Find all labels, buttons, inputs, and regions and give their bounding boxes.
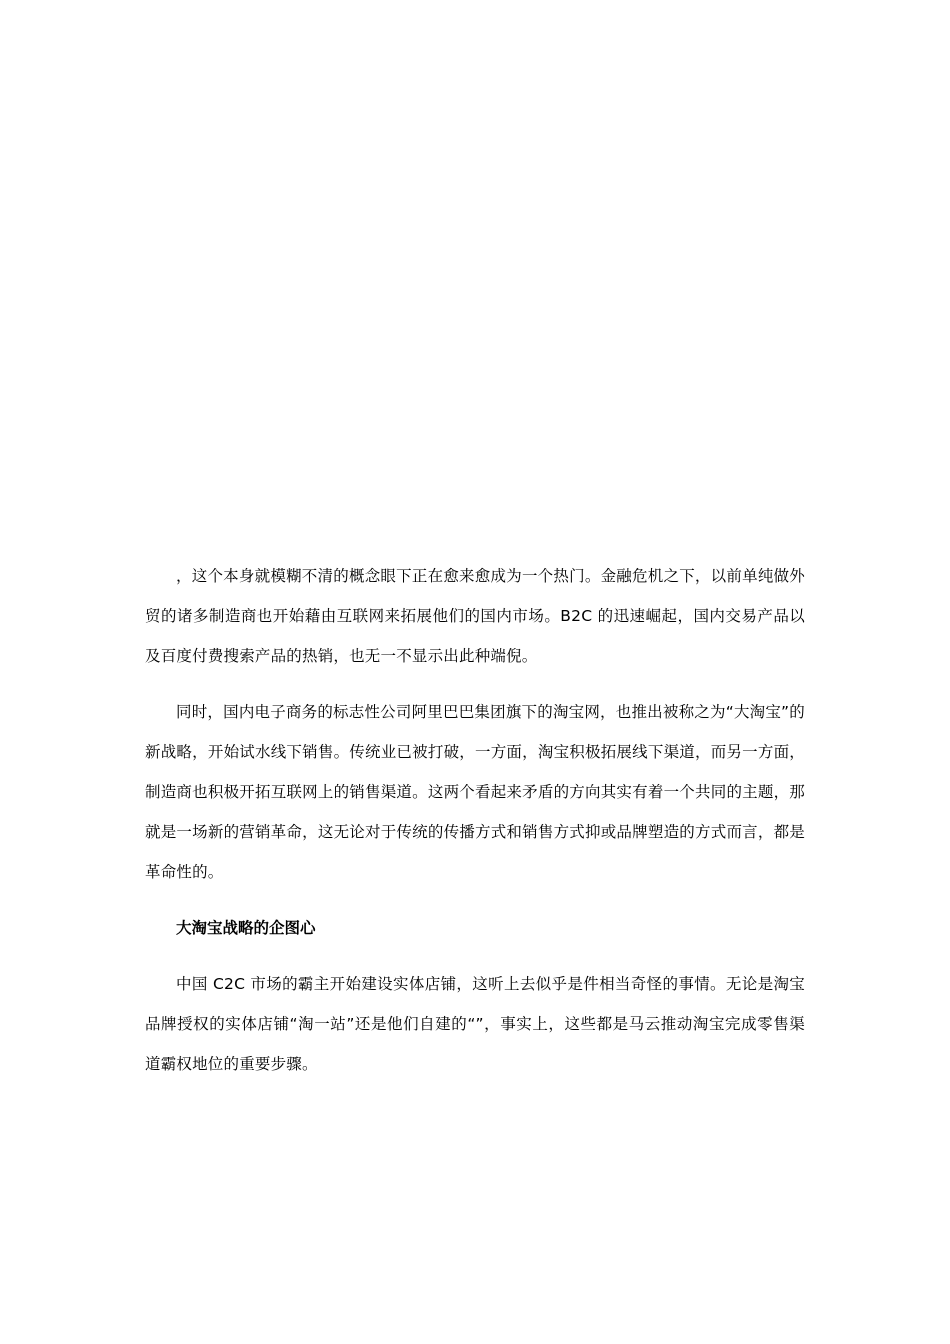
paragraph-taobao-strategy: 同时，国内电子商务的标志性公司阿里巴巴集团旗下的淘宝网，也推出被称之为“大淘宝”的新战略，开始试水线下销售。传统业已被打破，一方面，淘宝积极拓展线下渠道，而另一方面，制造商也积极开拓互联网上的销售渠道。这两个看起来矛盾的方向其实有着一个共同的主题，那就是一场新的营销革命，这无论对于传统的传播方式和销售方式抑或品牌塑造的方式而言，都是革命性的。: [145, 703, 805, 881]
section-heading: 大淘宝战略的企图心: [176, 919, 316, 937]
paragraph-intro: ，这个本身就模糊不清的概念眼下正在愈来愈成为一个热门。金融危机之下，以前单纯做外贸的诸多制造商也开始藉由互联网来拓展他们的国内市场。B2C 的迅速崛起，国内交易产品以及百度付费搜索产品的热销，也无一不显示出此种端倪。: [145, 567, 805, 665]
document-body: [145, 556, 805, 1100]
paragraph-c2c-market: 中国 C2C 市场的霸主开始建设实体店铺，这听上去似乎是件相当奇怪的事情。无论是淘宝品牌授权的实体店铺“淘一站”还是他们自建的“”，事实上，这些都是马云推动淘宝完成零售渠道霸权地位的重要步骤。: [145, 975, 805, 1073]
